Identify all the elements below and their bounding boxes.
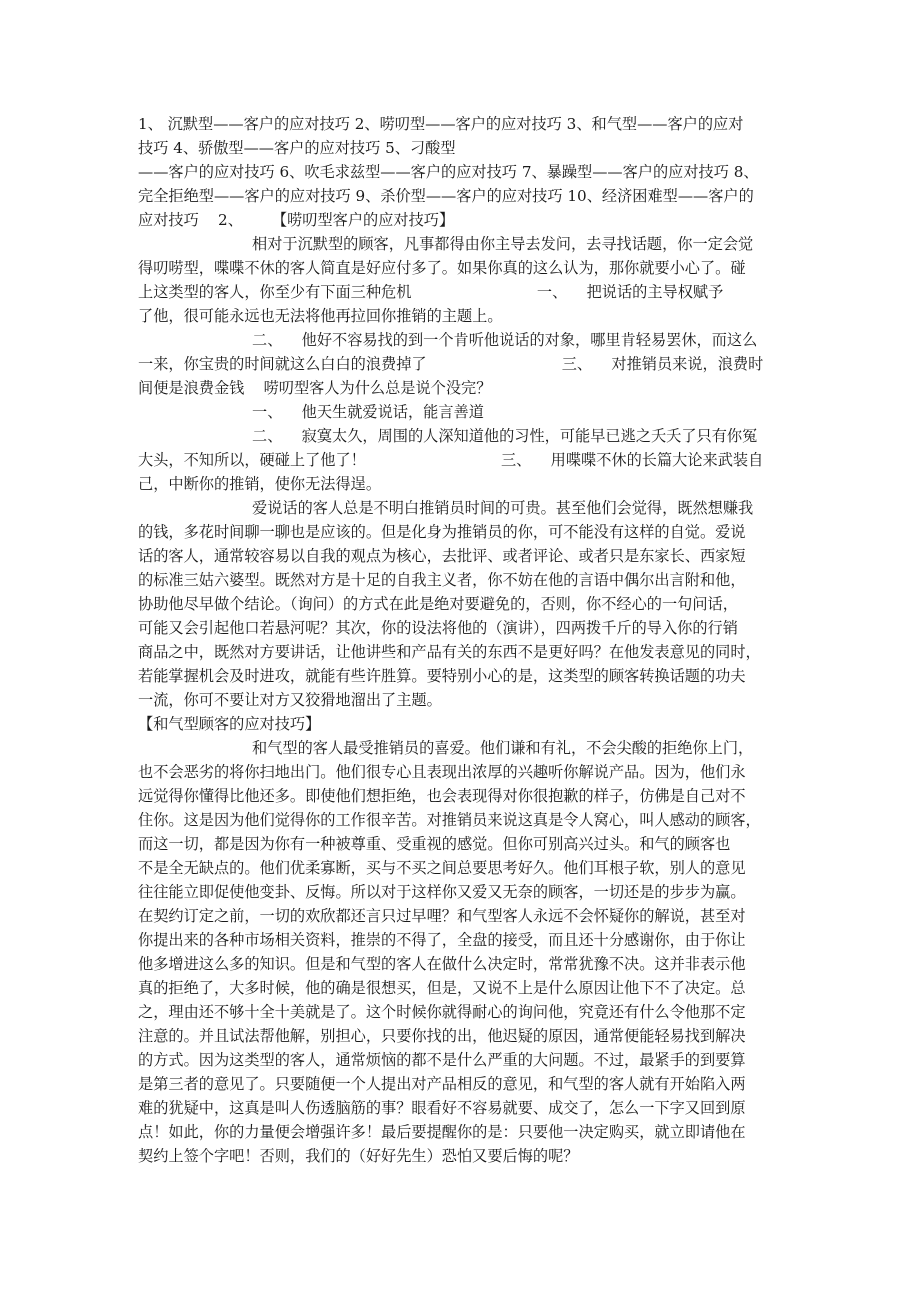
text-line: 而这一切，都是因为你有一种被尊重、受重视的感觉。但你可别高兴过头。和气的顾客也	[138, 835, 731, 853]
text-line: 他多增进这么多的知识。但是和气型的客人在做什么决定时，常常犹豫不决。这并非表示他	[138, 955, 746, 973]
text-line: 一流，你可不要让对方又狡猾地溜出了主题。	[138, 691, 442, 709]
text-line: 若能掌握机会及时进攻，就能有些许胜算。要特别小心的是，这类型的顾客转换话题的功夫	[138, 667, 746, 685]
paragraph-first-line: 爱说话的客人总是不明白推销员时间的可贵。甚至他们会觉得，既然想赚我	[252, 499, 754, 517]
text-line: 难的犹疑中，这真是叫人伤透脑筋的事？眼看好不容易就要、成交了，怎么一下字又回到原	[138, 1099, 746, 1117]
text-line: 话的客人，通常较容易以自我的观点为核心，去批评、或者评论、或者只是东家长、西家短	[138, 547, 746, 565]
text-line: 完全拒绝型——客户的应对技巧 9、杀价型——客户的应对技巧 10、经济困难型——客户的	[138, 187, 754, 205]
text-line: 己，中断你的推销，使你无法得逞。	[138, 475, 381, 493]
text-line: 也不会恶劣的将你扫地出门。他们很专心且表现出浓厚的兴趣听你解说产品。因为，他们永	[138, 763, 746, 781]
text-line: 真的拒绝了，大多时候，他的确是很想买，但是，又说不上是什么原因让他下不了决定。总	[138, 979, 746, 997]
text-line: 应对技巧 2、 【唠叨型客户的应对技巧】	[138, 211, 455, 229]
text-line: 大头，不知所以，硬碰上了他了！ 三、 用喋喋不休的长篇大论来武装自	[138, 451, 764, 469]
paragraph-first-line: 二、 寂寞太久，周围的人深知道他的习性，可能早已逃之夭夭了只有你冤	[252, 427, 758, 445]
text-line: 远觉得你懂得比他还多。即使他们想拒绝，也会表现得对你很抱歉的样子，仿佛是自己对不	[138, 787, 746, 805]
paragraph-first-line: 一、 他天生就爱说话，能言善道	[252, 403, 484, 421]
text-line: 了他，很可能永远也无法将他再拉回你推销的主题上。	[138, 307, 503, 325]
paragraph-first-line: 相对于沉默型的顾客，凡事都得由你主导去发问，去寻找话题，你一定会觉	[252, 235, 754, 253]
text-line: 你提出来的各种市场相关资料，推崇的不得了，全盘的接受，而且还十分感谢你，由于你让	[138, 931, 746, 949]
text-line: 间便是浪费金钱 唠叨型客人为什么总是说个没完？	[138, 379, 492, 397]
text-line: 1、 沉默型——客户的应对技巧 2、唠叨型——客户的应对技巧 3、和气型——客户的应对	[138, 115, 744, 133]
text-line: 注意的。并且试法帮他解，别担心，只要你找的出，他迟疑的原因，通常便能轻易找到解决	[138, 1027, 746, 1045]
text-line: 之，理由还不够十全十美就是了。这个时候你就得耐心的询问他，究竟还有什么令他那不定	[138, 1003, 746, 1021]
text-line: 一来，你宝贵的时间就这么白白的浪费掉了 三、 对推销员来说，浪费时	[138, 355, 764, 373]
text-line: 技巧 4、骄傲型——客户的应对技巧 5、刁酸型	[138, 139, 456, 157]
text-line: 往往能立即促使他变卦、反悔。所以对于这样你又爱又无奈的顾客，一切还是的步步为赢。	[138, 883, 746, 901]
text-line: 商品之中，既然对方要讲话，让他讲些和产品有关的东西不是更好吗？在他发表意见的同时，	[138, 643, 761, 661]
text-line: 在契约订定之前，一切的欢欣都还言只过早哩？和气型客人永远不会怀疑你的解说，甚至对	[138, 907, 746, 925]
paragraph-first-line: 二、 他好不容易找的到一个肯听他说话的对象，哪里肯轻易罢休，而这么	[252, 331, 758, 349]
text-line: 契约上签个字吧！否则，我们的（好好先生）恐怕又要后悔的呢？	[138, 1147, 579, 1165]
text-line: 可能又会引起他口若悬河呢？其次，你的设法将他的（演讲），四两拨千斤的导入你的行销	[138, 619, 738, 637]
text-line: 住你。这是因为他们觉得你的工作很辛苦。对推销员来说这真是令人窝心，叫人感动的顾客，	[138, 811, 761, 829]
text-line: 的钱，多花时间聊一聊也是应该的。但是化身为推销员的你，可不能没有这样的自觉。爱说	[138, 523, 746, 541]
section-heading: 【和气型顾客的应对技巧】	[138, 715, 321, 733]
text-line: 不是全无缺点的。他们优柔寡断，买与不买之间总要思考好久。他们耳根子软，别人的意见	[138, 859, 746, 877]
document-page	[138, 112, 788, 1168]
text-line: ——客户的应对技巧 6、吹毛求兹型——客户的应对技巧 7、暴躁型——客户的应对技巧 8、	[138, 163, 759, 181]
text-line: 的方式。因为这类型的客人，通常烦恼的都不是什么严重的大问题。不过，最紧手的到要算	[138, 1051, 746, 1069]
text-line: 上这类型的客人，你至少有下面三种危机 一、 把说话的主导权赋予	[138, 283, 724, 301]
text-line: 得叨唠型，喋喋不休的客人简直是好应付多了。如果你真的这么认为，那你就要小心了。碰	[138, 259, 746, 277]
text-line: 的标准三姑六婆型。既然对方是十足的自我主义者，你不妨在他的言语中偶尔出言附和他，	[138, 571, 746, 589]
paragraph-first-line: 和气型的客人最受推销员的喜爱。他们谦和有礼，不会尖酸的拒绝你上门，	[252, 739, 754, 757]
text-line: 点！如此，你的力量便会增强许多！最后要提醒你的是：只要他一决定购买，就立即请他在	[138, 1123, 746, 1141]
text-line: 是第三者的意见了。只要随便一个人提出对产品相反的意见，和气型的客人就有开始陷入两	[138, 1075, 746, 1093]
text-line: 协助他尽早做个结论。（询问）的方式在此是绝对要避免的，否则，你不经心的一句问话，	[138, 595, 738, 613]
